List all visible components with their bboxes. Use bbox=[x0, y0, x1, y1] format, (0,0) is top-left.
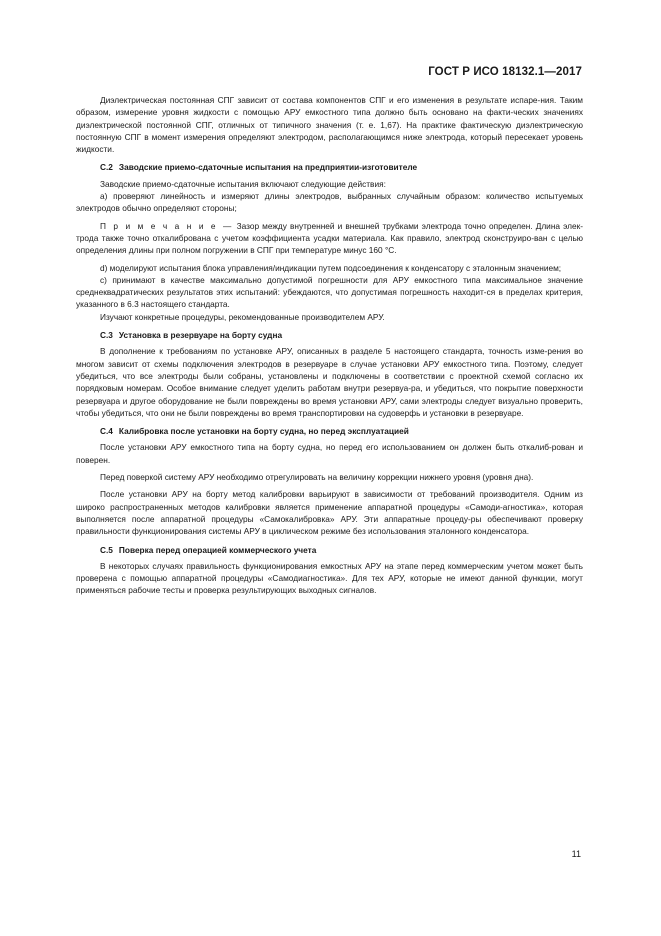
document-body bbox=[76, 94, 583, 597]
note-paragraph bbox=[76, 220, 583, 257]
section-number: С.2 bbox=[100, 162, 113, 173]
section-number: С.5 bbox=[100, 544, 113, 555]
document-header: ГОСТ Р ИСО 18132.1—2017 bbox=[428, 66, 582, 78]
paragraph-c2-last: Изучают конкретные процедуры, рекомендованные производителем АРУ. bbox=[100, 311, 385, 322]
page-number: 11 bbox=[571, 849, 581, 859]
section-heading-c4 bbox=[76, 425, 583, 437]
paragraph-c4-2: Перед поверкой систему АРУ необходимо отрегулировать на величину коррекции нижнего уровня (уровня дна). bbox=[100, 472, 534, 483]
section-heading-c3 bbox=[76, 329, 583, 341]
paragraph-dielectric: Диэлектрическая постоянная СПГ зависит от состава компонентов СПГ и его изменения в результате испаре-ния. Таким образом, измерение уровня жидкости с помощью АРУ емкостного типа должно быть основано на факти-ческих значениях диэлектрической постоянной СПГ, отличных от типичного значения (т. е. 1,67). На практике фактическую диэлектрическую постоянную СПГ в момент измерения определяют электродом, располагающимся ниже электрода, который пересекает уровень жидкости. bbox=[76, 95, 583, 155]
section-number: С.3 bbox=[100, 330, 113, 341]
section-title: Заводские приемо-сдаточные испытания на предприятии-изготовителе bbox=[118, 162, 418, 173]
note-label: П р и м е ч а н и е — bbox=[100, 220, 234, 231]
note-text: Зазор между внутренней и внешней трубками электрода точно определен. Длина элек-трода также точно откалибрована с учетом коэффициента усадки материала. Как правило, электрод сконструиро-ван с целью определения длины при полном погружении в СПГ при температуре минус 160 °С. bbox=[76, 220, 583, 256]
paragraph-c4-1: После установки АРУ емкостного типа на борту судна, но перед его использованием он должен быть откалиб-рован и поверен. bbox=[76, 442, 583, 465]
list-item-a: а) проверяют линейность и измеряют длины электродов, выбранных случайным образом: количество испытуемых электродов обычно определяют стороны; bbox=[76, 191, 583, 214]
paragraph-c2-intro: Заводские приемо-сдаточные испытания включают следующие действия: bbox=[100, 178, 386, 189]
list-item-c: с) принимают в качестве максимально допустимой погрешности для АРУ емкостного типа максимальное значение среднеквадратических результатов этих испытаний: убеждаются, что допустимая погрешность находит-ся в пределах критерия, указанного в 6.3 настоящего стандарта. bbox=[76, 274, 583, 310]
section-number: С.4 bbox=[100, 426, 113, 437]
section-title: Установка в резервуаре на борту судна bbox=[118, 330, 283, 341]
list-item-d: d) моделируют испытания блока управления/индикации путем подсоединения к конденсатору с эталонным значением; bbox=[100, 262, 562, 273]
paragraph-c5: В некоторых случаях правильность функционирования емкостных АРУ на этапе перед коммерческим учетом может быть проверена с помощью аппаратной процедуры «Самодиагностика». Для тех АРУ, которые не имеют данной функции, могут применяться рабочие тесты и проверка результирующих выходных сигналов. bbox=[76, 560, 583, 596]
section-title: Поверка перед операцией коммерческого учета bbox=[118, 544, 317, 555]
paragraph-c4-3: После установки АРУ на борту метод калибровки варьируют в зависимости от требований производителя. Одним из широко распространенных методов калибровки является применение аппаратной процедуры «Самоди-агностика», которая выполняется после аппаратной процедуры «Самокалибровка» АРУ. Эти аппаратные процеду-ры обеспечивают проверку правильности функционирования системы АРУ в циклическом режиме без использования эталонного конденсатора. bbox=[76, 489, 583, 537]
section-heading-c2 bbox=[76, 161, 583, 173]
section-title: Калибровка после установки на борту судна, но перед эксплуатацией bbox=[118, 426, 409, 437]
paragraph-c3: В дополнение к требованиям по установке АРУ, описанных в разделе 5 настоящего стандарта, точность изме-рения во многом зависит от схемы подключения электродов в резервуаре в случае установки АРУ емкостного типа. Поэтому, следует убедиться, что все электроды были собраны, установлены и подключены в соответствии с проектной схемой согласно их порядковым номерам. Особое внимание следует уделить работам внутри резервуа-ра, и убедиться, что покрытие поверхности резервуара и другое оборудование не были повреждены во время установки АРУ, сами электроды следует визуально проверить, чтобы убедиться, что они не были повреждены во время транспортировки на судоверфь и установки в резервуаре. bbox=[76, 346, 583, 418]
section-heading-c5 bbox=[76, 544, 583, 556]
